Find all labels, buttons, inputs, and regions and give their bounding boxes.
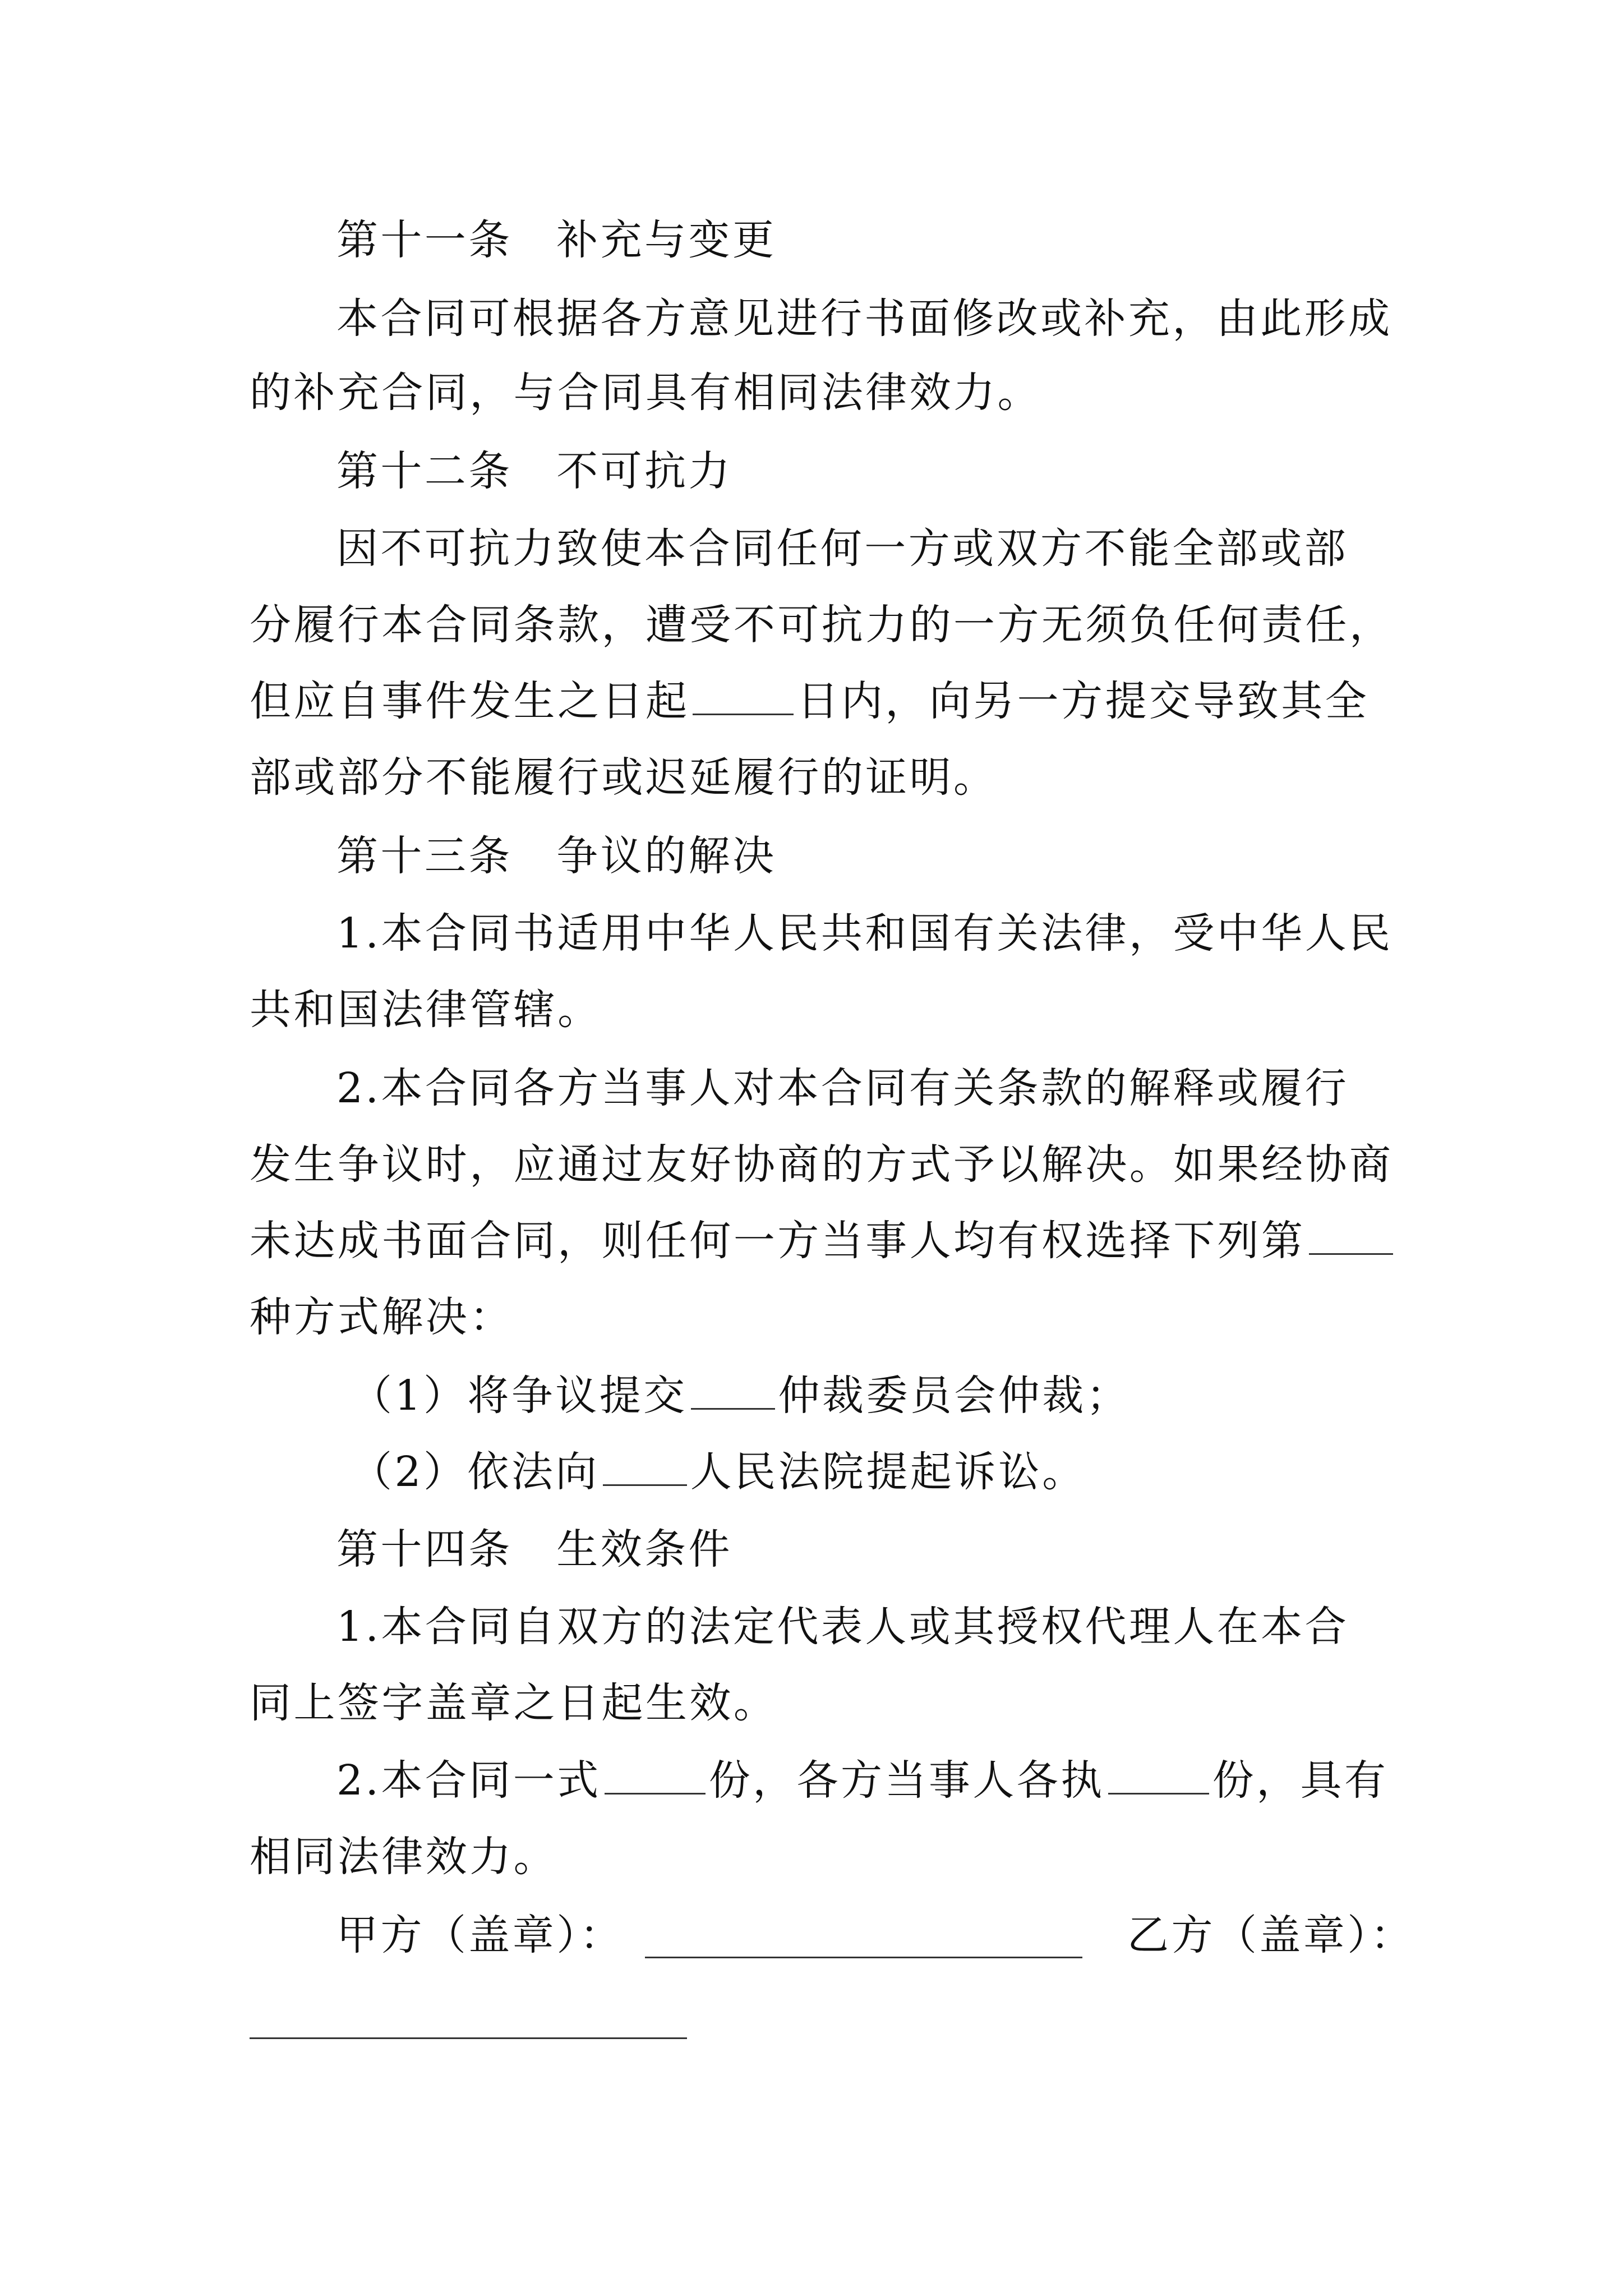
- copies-total-blank: [605, 1758, 706, 1795]
- article-12-paragraph-line-3: [250, 673, 1369, 729]
- days-blank: [693, 679, 794, 715]
- dispute-option-1: [351, 1368, 1130, 1424]
- article-14-clause-2-text-mid: 份，各方当事人各执: [708, 1756, 1105, 1805]
- article-13-clause-2-text: 未达成书面合同，则任何一方当事人均有权选择下列第: [250, 1217, 1306, 1265]
- article-13-clause-2-line-2: 发生争议时，应通过友好协商的方式予以解决。如果经协商: [250, 1140, 1394, 1189]
- option-2-text-before: （2）依法向: [351, 1448, 600, 1496]
- copies-each-blank: [1108, 1758, 1209, 1795]
- article-12-paragraph-line-4: 部或部分不能履行或迟延履行的证明。: [250, 753, 998, 802]
- article-14-heading: 第十四条 生效条件: [336, 1525, 732, 1573]
- article-12-text-after-blank: 日内，向另一方提交导致其全: [797, 677, 1370, 725]
- option-2-text-after: 人民法院提起诉讼。: [690, 1448, 1086, 1496]
- article-13-clause-2-line-1: 2.本合同各方当事人对本合同有关条款的解释或履行: [336, 1064, 1349, 1112]
- option-1-text-before: （1）将争议提交: [351, 1372, 688, 1420]
- party-a-seal-label: 甲方（盖章）：: [336, 1911, 624, 1959]
- article-12-paragraph-line-1: 因不可抗力致使本合同任何一方或双方不能全部或部: [336, 524, 1349, 573]
- article-14-clause-2-line-2: 相同法律效力。: [250, 1833, 558, 1881]
- article-12-paragraph-line-2: 分履行本合同条款，遭受不可抗力的一方无须负任何责任，: [250, 601, 1394, 649]
- article-13-clause-2-line-4: 种方式解决：: [250, 1293, 514, 1341]
- dispute-option-2: [351, 1444, 1086, 1500]
- article-13-clause-1-line-2: 共和国法律管辖。: [250, 986, 602, 1034]
- article-13-clause-1-line-1: 1.本合同书适用中华人民共和国有关法律，受中华人民: [336, 909, 1393, 958]
- article-14-clause-2-text-after: 份，具有: [1212, 1756, 1389, 1805]
- article-12-heading: 第十二条 不可抗力: [336, 447, 732, 495]
- party-b-seal-label: 乙方（盖章）：: [1127, 1911, 1415, 1959]
- party-b-signature-line: [250, 2037, 687, 2039]
- article-13-clause-2-line-3: [250, 1213, 1396, 1269]
- article-12-text-before-blank: 但应自事件发生之日起: [250, 677, 690, 725]
- party-a-signature-line: [645, 1957, 1082, 1958]
- article-14-clause-2-text-before: 2.本合同一式: [336, 1756, 601, 1805]
- article-11-paragraph-line-1: 本合同可根据各方意见进行书面修改或补充，由此形成: [336, 295, 1393, 343]
- arbitration-commission-blank: [691, 1373, 775, 1410]
- article-14-clause-2-line-1: [336, 1752, 1388, 1809]
- article-14-clause-1-line-1: 1.本合同自双方的法定代表人或其授权代理人在本合: [336, 1603, 1349, 1651]
- court-blank: [603, 1450, 687, 1486]
- article-11-heading: 第十一条 补充与变更: [336, 216, 777, 264]
- method-choice-blank: [1309, 1218, 1393, 1255]
- article-13-heading: 第十三条 争议的解决: [336, 832, 777, 880]
- option-1-text-after: 仲裁委员会仲裁；: [778, 1372, 1131, 1420]
- article-11-paragraph-line-2: 的补充合同，与合同具有相同法律效力。: [250, 369, 1041, 417]
- article-14-clause-1-line-2: 同上签字盖章之日起生效。: [250, 1679, 778, 1727]
